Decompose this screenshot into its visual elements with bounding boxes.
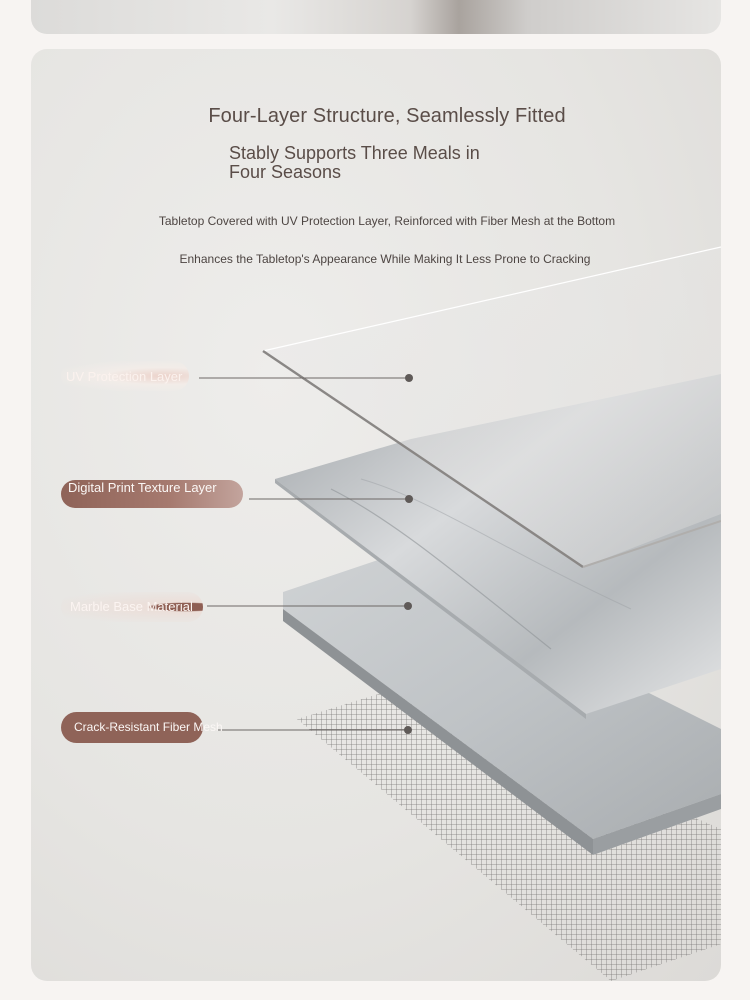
label-text: Marble Base Material — [70, 599, 193, 614]
label-text: Digital Print Texture Layer — [68, 480, 217, 495]
label-text: Crack-Resistant Fiber Mesh — [74, 720, 223, 734]
tabletop-layers-illustration — [31, 49, 721, 981]
layer-structure-card — [31, 49, 721, 981]
label-marble-base-material — [61, 592, 203, 622]
label-crack-resistant-fiber-mesh — [61, 712, 223, 743]
label-uv-protection-layer — [61, 361, 189, 391]
previous-product-image — [31, 0, 721, 34]
label-digital-print-texture-layer — [61, 480, 243, 508]
label-text: UV Protection Layer — [66, 369, 183, 384]
description-line-1: Tabletop Covered with UV Protection Layer, Reinforced with Fiber Mesh at the Bottom — [158, 214, 616, 228]
description-line-2: Enhances the Tabletop's Appearance While Making It Less Prone to Cracking — [179, 252, 591, 266]
section-title: Four-Layer Structure, Seamlessly Fitted — [208, 105, 566, 127]
section-subtitle: Stably Supports Three Meals in Four Seasons — [229, 143, 480, 182]
